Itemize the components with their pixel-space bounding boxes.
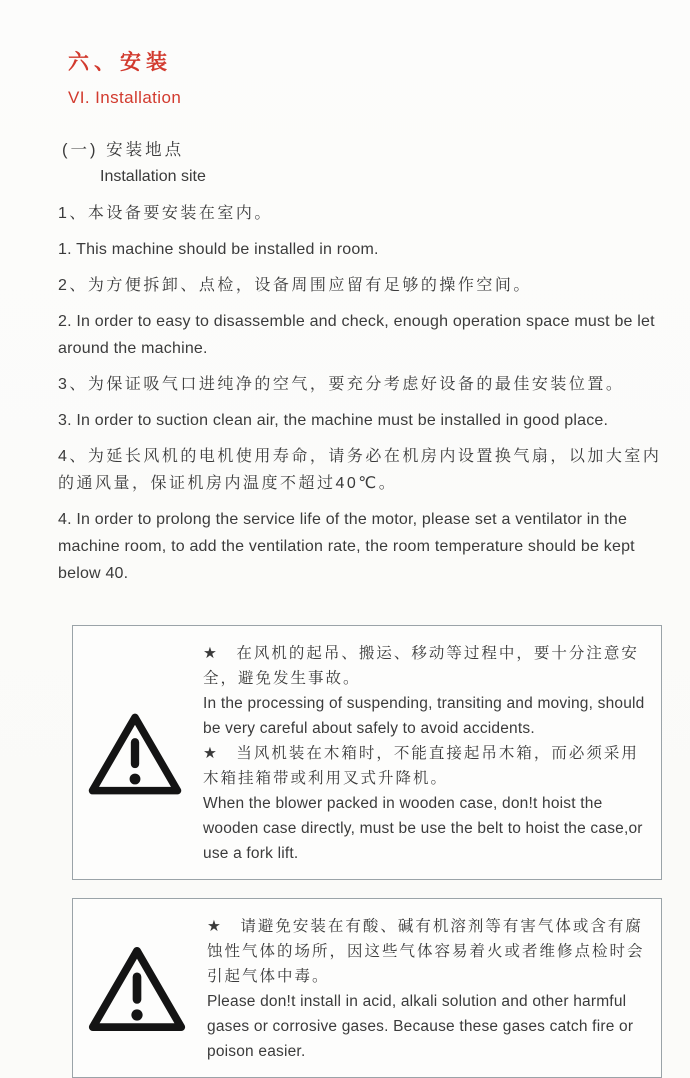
warning-box-lifting — [72, 625, 662, 880]
warning-text-block — [203, 641, 647, 866]
warning1-line4-en: When the blower packed in wooden case, don!t hoist the wooden case directly, must be use the belt to hoist the case,or use a fork lift. — [203, 795, 643, 862]
warning1-line1-zh: ★ 在风机的起吊、搬运、移动等过程中，要十分注意安全，避免发生事故。 — [203, 645, 639, 687]
instruction-item-3-en: 3. In order to suction clean air, the machine must be installed in good place. — [58, 412, 609, 429]
warning-text-block — [207, 914, 647, 1064]
warning-box-gases — [72, 898, 662, 1078]
warning2-line1-zh: ★ 请避免安装在有酸、碱有机溶剂等有害气体或含有腐蚀性气体的场所，因这些气体容易着火或者维修点检时会引起气体中毒。 — [207, 918, 645, 985]
warning1-line2-en: In the processing of suspending, transiting and moving, should be very careful about safely to avoid accidents. — [203, 695, 645, 737]
instruction-item-3-zh: 3、为保证吸气口进纯净的空气，要充分考虑好设备的最佳安装位置。 — [58, 376, 625, 393]
instruction-list — [58, 200, 662, 587]
instruction-item-2-en: 2. In order to easy to disassemble and check, enough operation space must be let around the machine. — [58, 313, 655, 357]
warning-triangle-icon — [85, 942, 189, 1036]
warning2-line2-en: Please don!t install in acid, alkali solution and other harmful gases or corrosive gases. Because these gases catch fire or poison easier. — [207, 993, 634, 1060]
instruction-item-4-zh: 4、为延长风机的电机使用寿命，请务必在机房内设置换气扇，以加大室内的通风量，保证机房内温度不超过40℃。 — [58, 448, 662, 492]
subsection-title-zh: (一) 安装地点 — [62, 141, 185, 159]
warning-triangle-icon — [85, 709, 185, 799]
instruction-item-1-zh: 1、本设备要安装在室内。 — [58, 205, 273, 222]
chapter-title-zh: 六、安装 — [68, 51, 172, 74]
instruction-item-4-en: 4. In order to prolong the service life of the motor, please set a ventilator in the machine room, to add the ventilation rate, the room temperature should be kept below 40. — [58, 511, 635, 582]
instruction-item-1-en: 1. This machine should be installed in room. — [58, 241, 379, 258]
instruction-item-2-zh: 2、为方便拆卸、点检，设备周围应留有足够的操作空间。 — [58, 277, 532, 294]
chapter-title-en: VI. Installation — [68, 88, 182, 107]
warning1-line3-zh: ★ 当风机装在木箱时，不能直接起吊木箱，而必须采用木箱挂箱带或利用叉式升降机。 — [203, 745, 639, 787]
subsection-title-en: Installation site — [100, 168, 206, 185]
